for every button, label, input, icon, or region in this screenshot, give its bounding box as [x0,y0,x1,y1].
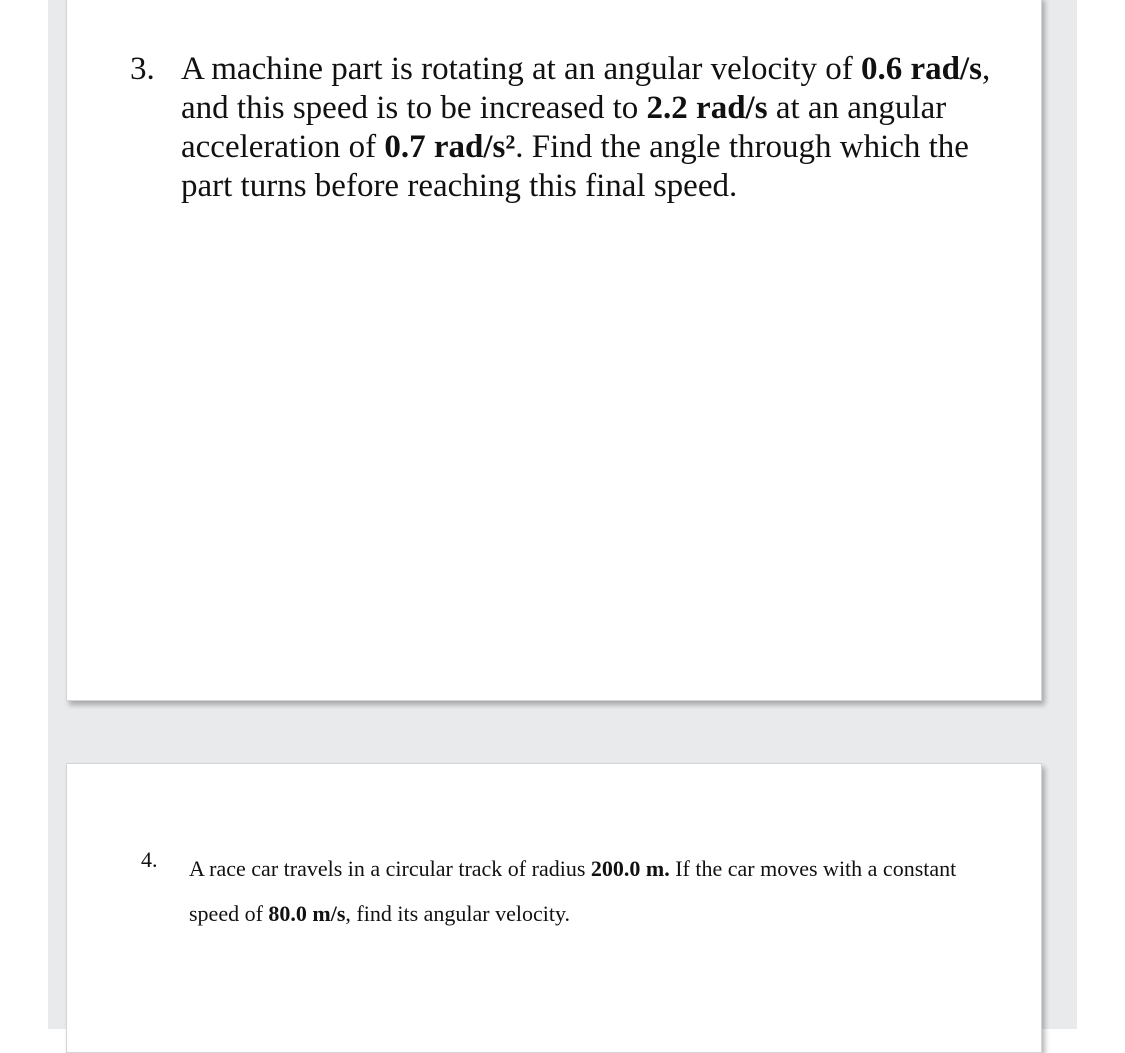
car-speed-value: 80.0 m/s [268,901,346,926]
track-radius-value: 200.0 m. [590,856,670,881]
final-angular-velocity-value: 2.2 rad/s [646,90,768,126]
question-4-text [189,846,969,936]
question-4-segment: If the car moves with a constant speed of [189,856,957,926]
question-4-segment: , find its angular velocity. [345,901,571,926]
question-3-segment: , and this speed is to be increased to [181,51,991,126]
question-3-number: 3. [130,51,155,87]
question-3-text [181,50,1001,206]
angular-acceleration-value: 0.7 rad/s² [384,129,516,165]
question-3-segment: at an angular acceleration of [181,90,947,165]
initial-angular-velocity-value: 0.6 rad/s [860,51,982,87]
question-4-number: 4. [141,847,158,872]
question-4-segment: A race car travels in a circular track of radius [189,856,591,881]
question-3-segment: . Find the angle through which the part turns before reaching this final speed. [181,129,969,204]
question-3-segment: A machine part is rotating at an angular velocity of [181,51,861,87]
